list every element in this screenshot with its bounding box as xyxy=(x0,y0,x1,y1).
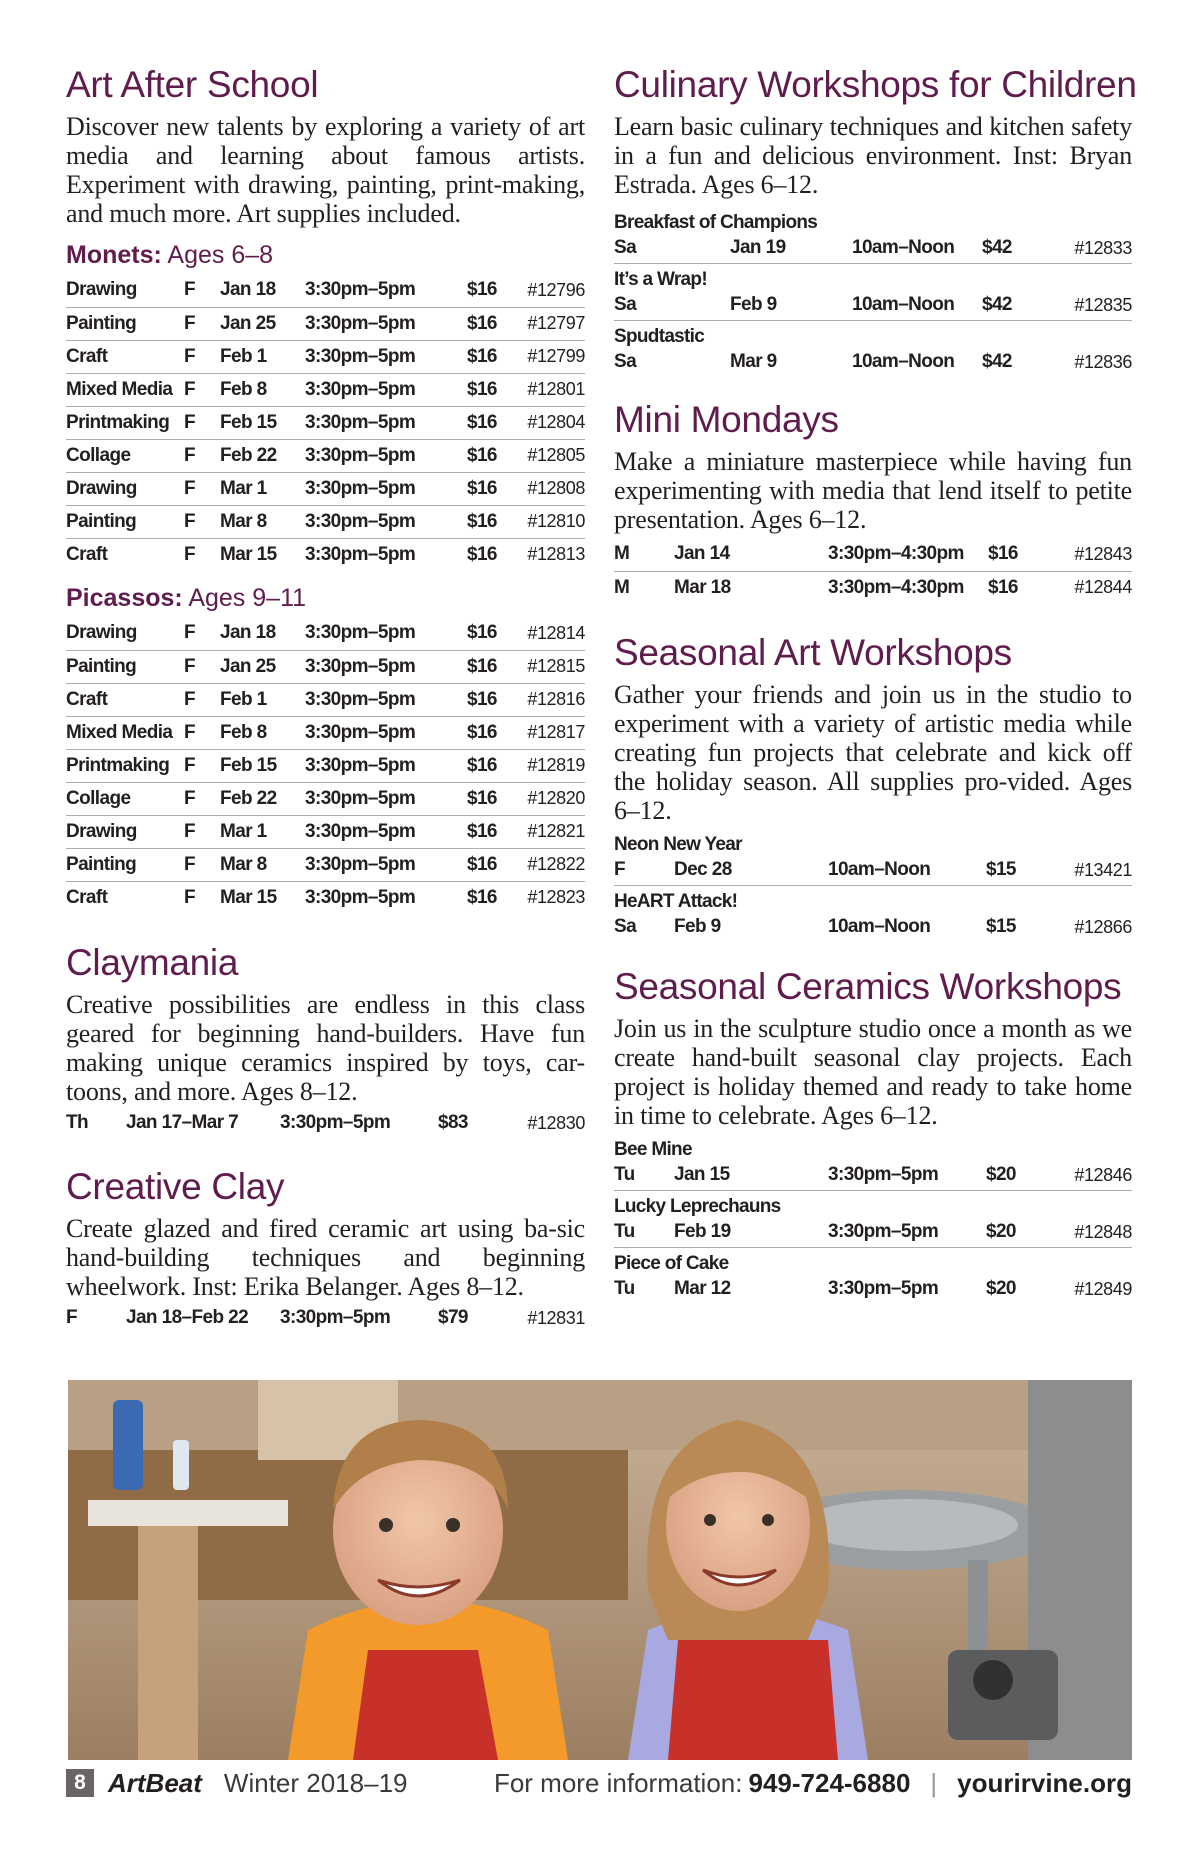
monets-time: 3:30pm–5pm xyxy=(305,340,467,373)
seasonal-ceramics-schedule xyxy=(614,1134,1132,1304)
seasonal-art-item-details xyxy=(614,914,1132,940)
picassos-row xyxy=(66,782,585,815)
page-number: 8 xyxy=(66,1769,94,1797)
creative-clay-course-code: #12831 xyxy=(527,1307,585,1328)
picassos-name: Picassos: xyxy=(66,584,183,612)
monets-date: Jan 18 xyxy=(220,274,305,307)
monets-time: 3:30pm–5pm xyxy=(305,505,467,538)
website-link[interactable]: yourirvine.org xyxy=(957,1767,1132,1798)
picassos-row xyxy=(66,881,585,914)
picassos-class: Craft xyxy=(66,683,184,716)
picassos-subhead xyxy=(66,581,585,617)
picassos-row xyxy=(66,617,585,650)
picassos-price: $16 xyxy=(467,815,513,848)
seasonal-ceramics-item-course-code: #12849 xyxy=(1074,1279,1132,1299)
culinary-item-details xyxy=(614,235,1132,261)
seasonal-ceramics-item-details xyxy=(614,1219,1132,1245)
monets-price: $16 xyxy=(467,406,513,439)
seasonal-art-item-day: Sa xyxy=(614,916,637,937)
seasonal-ceramics-item-price: $20 xyxy=(986,1221,1016,1242)
monets-day: F xyxy=(184,472,220,505)
picassos-course-code: #12820 xyxy=(513,782,585,815)
picassos-row xyxy=(66,749,585,782)
claymania-course-code: #12830 xyxy=(527,1112,585,1133)
monets-course-code: #12804 xyxy=(513,406,585,439)
monets-class: Drawing xyxy=(66,274,184,307)
picassos-course-code: #12823 xyxy=(527,887,585,908)
monets-date: Mar 8 xyxy=(220,505,305,538)
picassos-class: Mixed Media xyxy=(66,716,184,749)
monets-class: Collage xyxy=(66,439,184,472)
picassos-price: $16 xyxy=(467,886,497,908)
monets-course-code: #12805 xyxy=(513,439,585,472)
seasonal-ceramics-item xyxy=(614,1134,1132,1191)
right-column xyxy=(614,60,1137,1304)
seasonal-art-item-time: 10am–Noon xyxy=(828,916,931,937)
seasonal-ceramics-item-name: Lucky Leprechauns xyxy=(614,1196,781,1217)
seasonal-ceramics-item-details xyxy=(614,1276,1132,1302)
creative-clay-price: $79 xyxy=(438,1307,468,1328)
picassos-class: Painting xyxy=(66,650,184,683)
seasonal-art-item-details xyxy=(614,857,1132,883)
mini-mondays-time: 3:30pm–4:30pm xyxy=(828,576,964,598)
picassos-day: F xyxy=(184,716,220,749)
art-after-school-description: Discover new talents by exploring a variety of art media and learning about famous artists. Experiment with drawing, painting, print-making, and much more. Art supplies included. xyxy=(66,112,585,228)
monets-date: Mar 1 xyxy=(220,472,305,505)
kids-pottery-photo xyxy=(68,1380,1132,1760)
picassos-day: F xyxy=(184,886,196,908)
monets-price: $16 xyxy=(467,505,513,538)
culinary-item-date: Mar 9 xyxy=(730,351,777,372)
picassos-row xyxy=(66,716,585,749)
monets-price: $16 xyxy=(467,307,513,340)
seasonal-art-schedule xyxy=(614,829,1132,942)
seasonal-ceramics-item xyxy=(614,1191,1132,1248)
monets-name: Monets: xyxy=(66,241,162,269)
picassos-day: F xyxy=(184,782,220,815)
seasonal-art-item-date: Dec 28 xyxy=(674,859,732,880)
culinary-item-price: $42 xyxy=(982,294,1012,315)
seasonal-ceramics-item-course-code: #12848 xyxy=(1074,1222,1132,1242)
mini-mondays-price: $16 xyxy=(988,538,1062,571)
culinary-item-course-code: #12835 xyxy=(1074,295,1132,315)
monets-date: Feb 8 xyxy=(220,373,305,406)
monets-schedule xyxy=(66,274,585,571)
picassos-course-code: #12816 xyxy=(513,683,585,716)
culinary-item-name: It’s a Wrap! xyxy=(614,269,707,290)
monets-date: Feb 15 xyxy=(220,406,305,439)
monets-day: F xyxy=(184,307,220,340)
culinary-item-day: Sa xyxy=(614,237,637,258)
seasonal-ceramics-item-time: 3:30pm–5pm xyxy=(828,1221,939,1242)
culinary-item-day: Sa xyxy=(614,294,637,315)
seasonal-art-item-day: F xyxy=(614,859,626,880)
picassos-day: F xyxy=(184,683,220,716)
picassos-course-code: #12817 xyxy=(513,716,585,749)
picassos-time: 3:30pm–5pm xyxy=(305,782,467,815)
footer-separator: | xyxy=(930,1767,938,1798)
monets-course-code: #12808 xyxy=(513,472,585,505)
monets-class: Mixed Media xyxy=(66,373,184,406)
picassos-row xyxy=(66,815,585,848)
picassos-date: Mar 15 xyxy=(220,886,277,908)
monets-time: 3:30pm–5pm xyxy=(305,406,467,439)
culinary-item-date: Jan 19 xyxy=(730,237,786,258)
monets-price: $16 xyxy=(467,543,497,565)
monets-date: Mar 15 xyxy=(220,543,277,565)
monets-day: F xyxy=(184,439,220,472)
picassos-day: F xyxy=(184,815,220,848)
claymania-schedule-row xyxy=(66,1106,585,1140)
monets-row xyxy=(66,505,585,538)
picassos-class: Drawing xyxy=(66,815,184,848)
phone-number[interactable]: 949-724-6880 xyxy=(748,1767,911,1798)
seasonal-art-item-course-code: #12866 xyxy=(1074,917,1132,937)
claymania-day: Th xyxy=(66,1112,89,1133)
seasonal-art-item-price: $15 xyxy=(986,859,1016,880)
picassos-class: Craft xyxy=(66,886,108,908)
seasonal-ceramics-item-time: 3:30pm–5pm xyxy=(828,1278,939,1299)
mini-mondays-description: Make a miniature masterpiece while having fun experimenting with media that lend itself to petite presentation. Ages 6–12. xyxy=(614,447,1132,534)
seasonal-ceramics-item-details xyxy=(614,1162,1132,1188)
culinary-item-time: 10am–Noon xyxy=(852,237,955,258)
seasonal-ceramics-item-course-code: #12846 xyxy=(1074,1165,1132,1185)
picassos-day: F xyxy=(184,617,220,650)
picassos-date: Jan 25 xyxy=(220,650,305,683)
brand-name: ArtBeat xyxy=(108,1767,202,1798)
monets-row xyxy=(66,472,585,505)
monets-class: Craft xyxy=(66,340,184,373)
seasonal-ceramics-item-day: Tu xyxy=(614,1278,635,1299)
monets-row xyxy=(66,373,585,406)
mini-mondays-schedule xyxy=(614,538,1132,604)
monets-class: Painting xyxy=(66,505,184,538)
seasonal-art-item-price: $15 xyxy=(986,916,1016,937)
seasonal-art-title: Seasonal Art Workshops xyxy=(614,632,1012,673)
picassos-schedule xyxy=(66,617,585,914)
monets-subhead xyxy=(66,238,585,274)
picassos-day: F xyxy=(184,749,220,782)
monets-row xyxy=(66,340,585,373)
picassos-date: Feb 15 xyxy=(220,749,305,782)
mini-mondays-time: 3:30pm–4:30pm xyxy=(828,538,988,571)
culinary-item-course-code: #12836 xyxy=(1074,352,1132,372)
seasonal-ceramics-item-date: Mar 12 xyxy=(674,1278,731,1299)
creative-clay-schedule-row xyxy=(66,1301,585,1335)
picassos-price: $16 xyxy=(467,617,513,650)
culinary-item-price: $42 xyxy=(982,237,1012,258)
seasonal-ceramics-title: Seasonal Ceramics Workshops xyxy=(614,966,1122,1007)
info-label: For more information: xyxy=(493,1767,743,1798)
monets-course-code: #12796 xyxy=(513,274,585,307)
monets-time: 3:30pm–5pm xyxy=(305,543,416,565)
monets-course-code: #12801 xyxy=(513,373,585,406)
culinary-item-name: Spudtastic xyxy=(614,326,705,347)
picassos-course-code: #12814 xyxy=(513,617,585,650)
monets-class: Drawing xyxy=(66,472,184,505)
mini-mondays-row xyxy=(614,571,1132,604)
seasonal-ceramics-item-date: Jan 15 xyxy=(674,1164,730,1185)
monets-day: F xyxy=(184,373,220,406)
monets-price: $16 xyxy=(467,439,513,472)
mini-mondays-date: Jan 14 xyxy=(674,538,828,571)
picassos-price: $16 xyxy=(467,848,513,881)
culinary-item-time: 10am–Noon xyxy=(852,294,955,315)
seasonal-art-item-time: 10am–Noon xyxy=(828,859,931,880)
culinary-item-time: 10am–Noon xyxy=(852,351,955,372)
monets-row xyxy=(66,274,585,307)
seasonal-ceramics-item xyxy=(614,1248,1132,1304)
mini-mondays-day: M xyxy=(614,576,630,598)
picassos-price: $16 xyxy=(467,683,513,716)
creative-clay-day: F xyxy=(66,1307,78,1328)
picassos-price: $16 xyxy=(467,650,513,683)
monets-day: F xyxy=(184,505,220,538)
monets-ages: Ages 6–8 xyxy=(167,241,274,269)
seasonal-ceramics-item-date: Feb 19 xyxy=(674,1221,731,1242)
monets-price: $16 xyxy=(467,472,513,505)
photo-illustration xyxy=(68,1380,1132,1760)
monets-class: Painting xyxy=(66,307,184,340)
picassos-date: Feb 1 xyxy=(220,683,305,716)
mini-mondays-day: M xyxy=(614,538,674,571)
picassos-class: Collage xyxy=(66,782,184,815)
picassos-time: 3:30pm–5pm xyxy=(305,749,467,782)
seasonal-art-item xyxy=(614,886,1132,942)
monets-class: Craft xyxy=(66,543,108,565)
picassos-row xyxy=(66,683,585,716)
monets-row xyxy=(66,307,585,340)
mini-mondays-course-code: #12843 xyxy=(1062,538,1132,571)
monets-time: 3:30pm–5pm xyxy=(305,307,467,340)
culinary-item-name: Breakfast of Champions xyxy=(614,212,818,233)
monets-date: Jan 25 xyxy=(220,307,305,340)
mini-mondays-title: Mini Mondays xyxy=(614,399,839,440)
monets-price: $16 xyxy=(467,340,513,373)
picassos-time: 3:30pm–5pm xyxy=(305,848,467,881)
seasonal-ceramics-item-name: Piece of Cake xyxy=(614,1253,729,1274)
picassos-time: 3:30pm–5pm xyxy=(305,617,467,650)
picassos-time: 3:30pm–5pm xyxy=(305,815,467,848)
picassos-time: 3:30pm–5pm xyxy=(305,716,467,749)
picassos-class: Printmaking xyxy=(66,749,184,782)
monets-date: Feb 22 xyxy=(220,439,305,472)
culinary-description: Learn basic culinary techniques and kitchen safety in a fun and delicious environment. Inst: Bryan Estrada. Ages 6–12. xyxy=(614,112,1132,199)
claymania-time: 3:30pm–5pm xyxy=(280,1112,391,1133)
monets-class: Printmaking xyxy=(66,406,184,439)
picassos-class: Drawing xyxy=(66,617,184,650)
monets-row xyxy=(66,538,585,571)
picassos-day: F xyxy=(184,650,220,683)
monets-time: 3:30pm–5pm xyxy=(305,439,467,472)
seasonal-art-item-date: Feb 9 xyxy=(674,916,721,937)
seasonal-ceramics-item-name: Bee Mine xyxy=(614,1139,692,1160)
picassos-date: Mar 8 xyxy=(220,848,305,881)
monets-day: F xyxy=(184,274,220,307)
picassos-price: $16 xyxy=(467,716,513,749)
culinary-item xyxy=(614,264,1132,321)
picassos-class: Painting xyxy=(66,848,184,881)
mini-mondays-price: $16 xyxy=(988,576,1018,598)
picassos-row xyxy=(66,848,585,881)
monets-course-code: #12813 xyxy=(527,544,585,565)
culinary-item xyxy=(614,321,1132,377)
seasonal-art-item-name: HeART Attack! xyxy=(614,891,738,912)
picassos-ages: Ages 9–11 xyxy=(188,584,307,612)
picassos-date: Jan 18 xyxy=(220,617,305,650)
picassos-course-code: #12822 xyxy=(513,848,585,881)
picassos-price: $16 xyxy=(467,749,513,782)
mini-mondays-course-code: #12844 xyxy=(1074,577,1132,598)
monets-day: F xyxy=(184,340,220,373)
picassos-date: Feb 22 xyxy=(220,782,305,815)
culinary-title: Culinary Workshops for Children xyxy=(614,64,1137,105)
culinary-item xyxy=(614,207,1132,264)
culinary-item-day: Sa xyxy=(614,351,637,372)
picassos-time: 3:30pm–5pm xyxy=(305,650,467,683)
mini-mondays-date: Mar 18 xyxy=(674,576,731,598)
picassos-price: $16 xyxy=(467,782,513,815)
culinary-item-price: $42 xyxy=(982,351,1012,372)
season-label: Winter 2018–19 xyxy=(223,1767,408,1798)
culinary-item-date: Feb 9 xyxy=(730,294,777,315)
seasonal-ceramics-item-time: 3:30pm–5pm xyxy=(828,1164,939,1185)
claymania-title: Claymania xyxy=(66,942,239,983)
seasonal-art-description: Gather your friends and join us in the studio to experiment with a variety of artistic media while creating fun projects that celebrate and kick off the holiday season. All supplies pro-vided. Ages 6–12. xyxy=(614,680,1132,825)
culinary-item-details xyxy=(614,349,1132,375)
monets-price: $16 xyxy=(467,373,513,406)
seasonal-ceramics-item-day: Tu xyxy=(614,1164,635,1185)
monets-row xyxy=(66,439,585,472)
monets-course-code: #12810 xyxy=(513,505,585,538)
mini-mondays-row xyxy=(614,538,1132,571)
seasonal-ceramics-description: Join us in the sculpture studio once a month as we create hand-built seasonal clay projects. Each project is holiday themed and ready to take home in time to celebrate. Ages 6–12. xyxy=(614,1014,1132,1130)
claymania-description: Creative possibilities are endless in this class geared for beginning hand-builders. Have fun making unique ceramics inspired by toys, car-toons, and more. Ages 8–12. xyxy=(66,990,585,1106)
claymania-price: $83 xyxy=(438,1112,468,1133)
monets-row xyxy=(66,406,585,439)
monets-date: Feb 1 xyxy=(220,340,305,373)
seasonal-art-item-course-code: #13421 xyxy=(1074,860,1132,880)
picassos-course-code: #12821 xyxy=(513,815,585,848)
culinary-schedule xyxy=(614,207,1132,377)
seasonal-ceramics-item-price: $20 xyxy=(986,1164,1016,1185)
monets-course-code: #12799 xyxy=(513,340,585,373)
creative-clay-dates: Jan 18–Feb 22 xyxy=(126,1307,249,1328)
monets-time: 3:30pm–5pm xyxy=(305,472,467,505)
seasonal-art-item-name: Neon New Year xyxy=(614,834,742,855)
picassos-date: Feb 8 xyxy=(220,716,305,749)
culinary-item-course-code: #12833 xyxy=(1074,238,1132,258)
creative-clay-title: Creative Clay xyxy=(66,1166,285,1207)
creative-clay-time: 3:30pm–5pm xyxy=(280,1307,391,1328)
picassos-course-code: #12815 xyxy=(513,650,585,683)
claymania-dates: Jan 17–Mar 7 xyxy=(126,1112,239,1133)
art-after-school-title: Art After School xyxy=(66,64,319,105)
picassos-date: Mar 1 xyxy=(220,815,305,848)
picassos-day: F xyxy=(184,848,220,881)
seasonal-art-item xyxy=(614,829,1132,886)
picassos-time: 3:30pm–5pm xyxy=(305,886,416,908)
picassos-row xyxy=(66,650,585,683)
monets-course-code: #12797 xyxy=(513,307,585,340)
picassos-time: 3:30pm–5pm xyxy=(305,683,467,716)
monets-price: $16 xyxy=(467,274,513,307)
culinary-item-details xyxy=(614,292,1132,318)
seasonal-ceramics-item-day: Tu xyxy=(614,1221,635,1242)
left-column xyxy=(66,60,585,1335)
picassos-course-code: #12819 xyxy=(513,749,585,782)
page-footer xyxy=(66,1766,1132,1800)
monets-time: 3:30pm–5pm xyxy=(305,274,467,307)
seasonal-ceramics-item-price: $20 xyxy=(986,1278,1016,1299)
monets-day: F xyxy=(184,406,220,439)
monets-time: 3:30pm–5pm xyxy=(305,373,467,406)
creative-clay-description: Create glazed and fired ceramic art using ba-sic hand-building techniques and beginning wheelwork. Inst: Erika Belanger. Ages 8–12. xyxy=(66,1214,585,1301)
monets-day: F xyxy=(184,543,196,565)
